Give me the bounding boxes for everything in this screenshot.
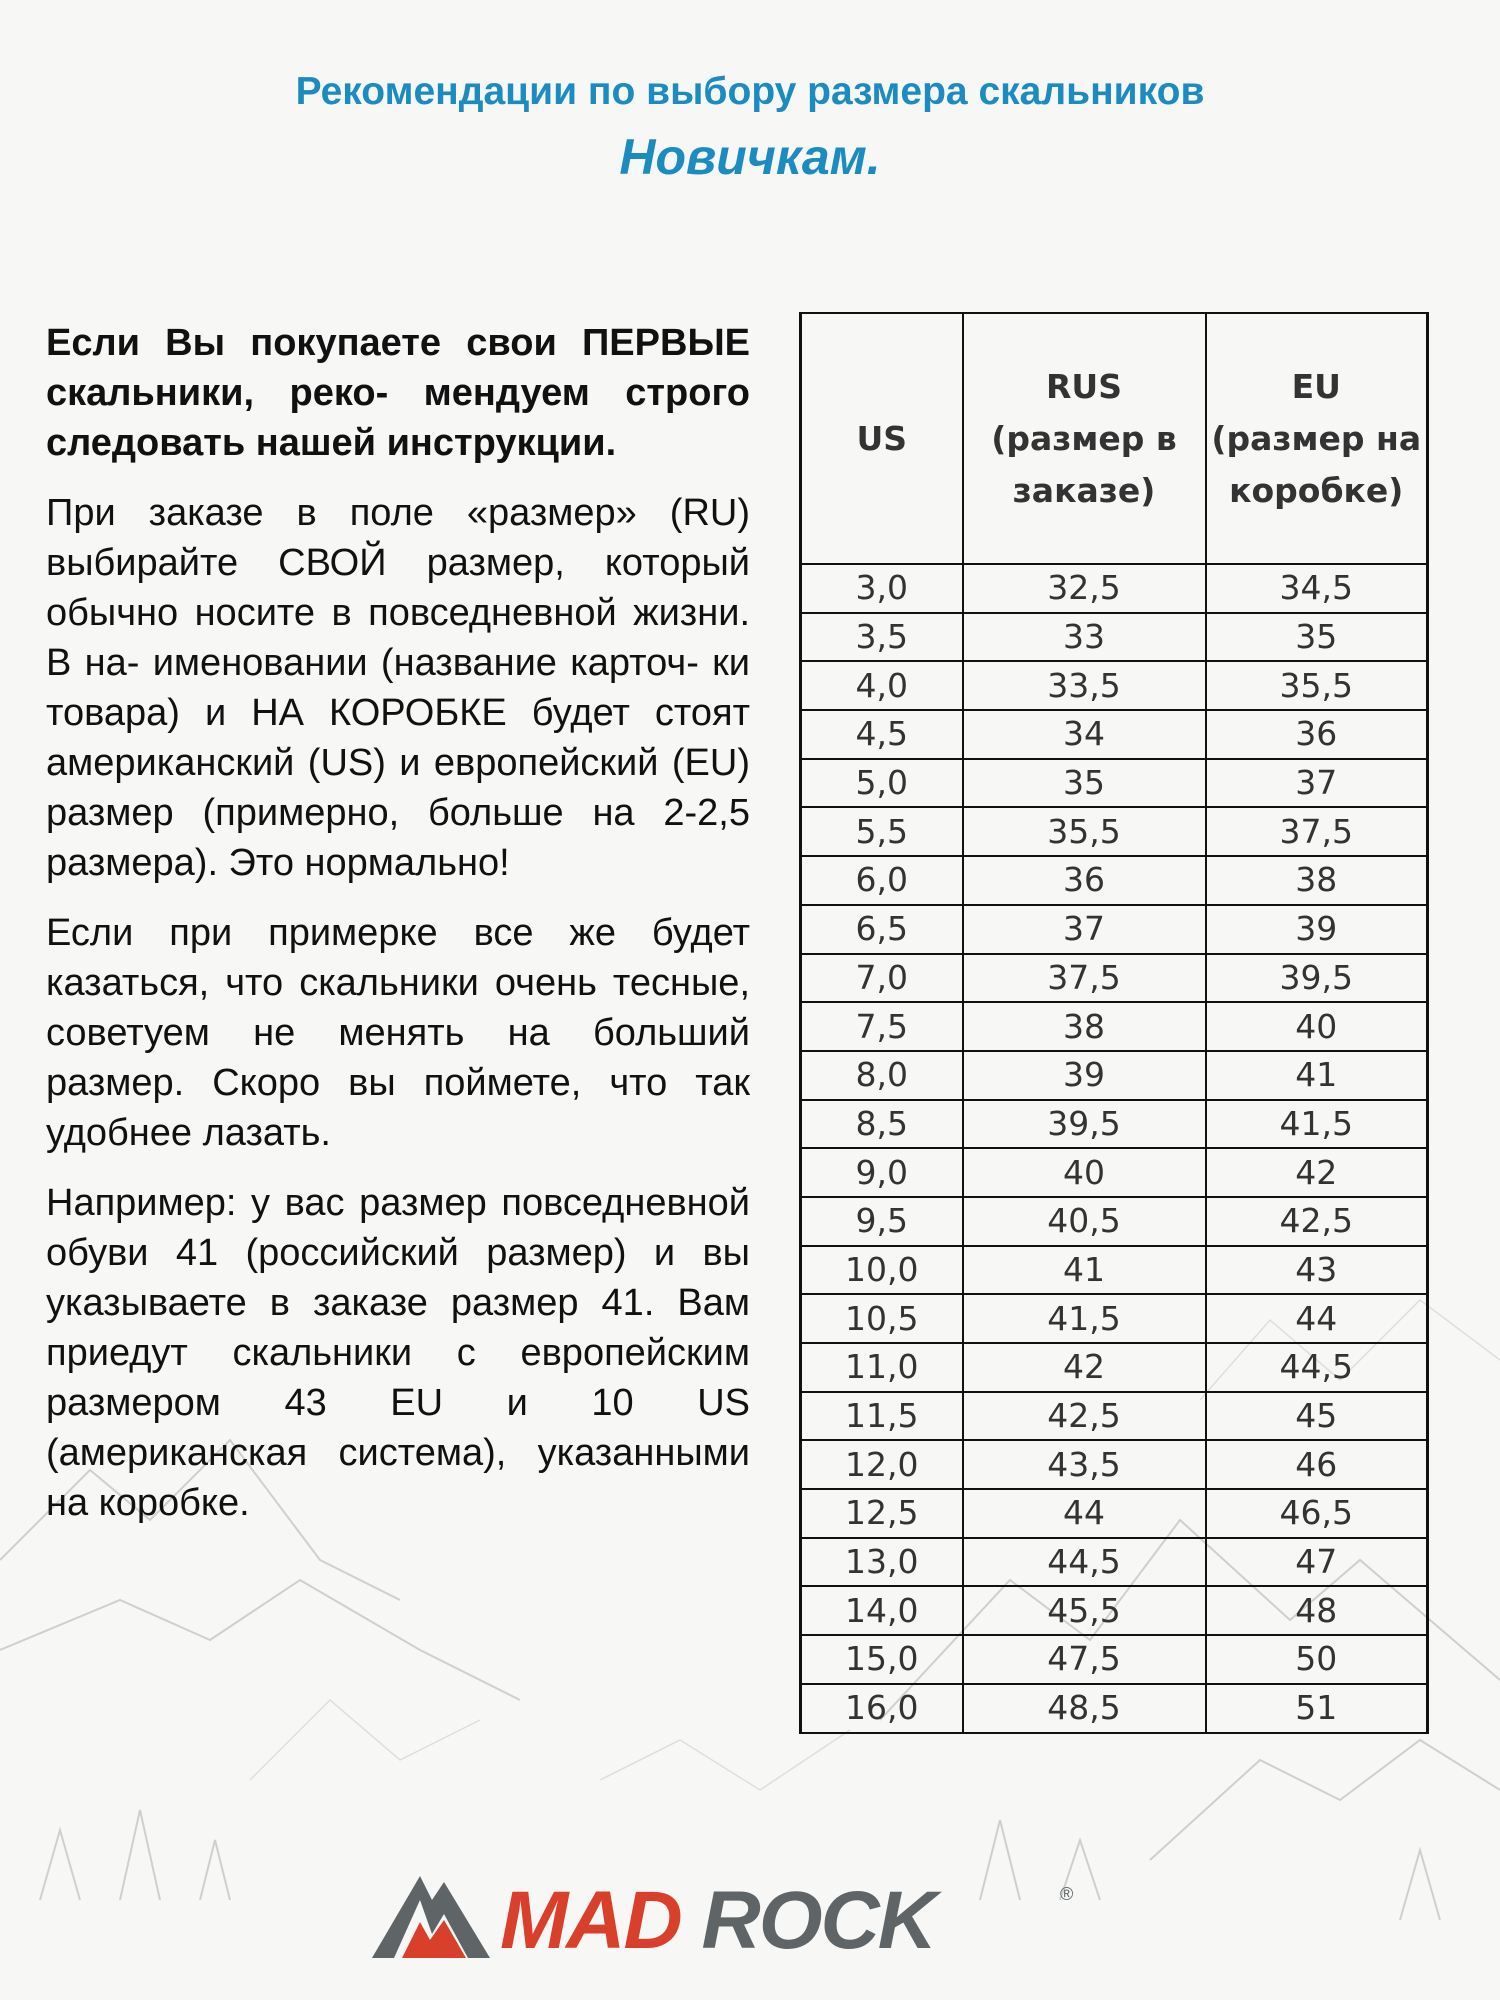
cell-eu: 47	[1206, 1538, 1428, 1587]
table-row	[801, 661, 1428, 710]
cell-eu: 44	[1206, 1294, 1428, 1343]
cell-rus: 45,5	[963, 1586, 1206, 1635]
cell-rus: 39,5	[963, 1100, 1206, 1149]
table-row	[801, 1051, 1428, 1100]
cell-us: 16,0	[801, 1684, 963, 1733]
cell-rus: 40	[963, 1148, 1206, 1197]
cell-rus: 34	[963, 710, 1206, 759]
cell-us: 10,0	[801, 1246, 963, 1295]
cell-eu: 48	[1206, 1586, 1428, 1635]
cell-eu: 43	[1206, 1246, 1428, 1295]
cell-rus: 41	[963, 1246, 1206, 1295]
cell-rus: 44,5	[963, 1538, 1206, 1587]
instructions-text	[46, 318, 750, 1548]
madrock-logo	[370, 1870, 1110, 1960]
cell-eu: 39,5	[1206, 954, 1428, 1003]
cell-us: 3,0	[801, 564, 963, 613]
page-subtitle: Новичкам.	[619, 129, 881, 185]
cell-rus: 41,5	[963, 1294, 1206, 1343]
intro-paragraph: Если Вы покупаете свои ПЕРВЫЕ скальники, реко- мендуем строго следовать нашей инструкции.	[46, 322, 750, 464]
cell-us: 4,5	[801, 710, 963, 759]
table-row	[801, 1148, 1428, 1197]
cell-eu: 51	[1206, 1684, 1428, 1733]
cell-eu: 37	[1206, 759, 1428, 808]
table-row	[801, 613, 1428, 662]
cell-eu: 45	[1206, 1392, 1428, 1441]
cell-eu: 38	[1206, 856, 1428, 905]
cell-rus: 33,5	[963, 661, 1206, 710]
table-row	[801, 564, 1428, 613]
table-row	[801, 1440, 1428, 1489]
table-row	[801, 1197, 1428, 1246]
header-us: US	[801, 313, 963, 564]
size-conversion-table	[799, 312, 1429, 1734]
cell-eu: 50	[1206, 1635, 1428, 1684]
cell-rus: 37,5	[963, 954, 1206, 1003]
cell-rus: 36	[963, 856, 1206, 905]
cell-eu: 35	[1206, 613, 1428, 662]
table-row	[801, 954, 1428, 1003]
cell-eu: 42,5	[1206, 1197, 1428, 1246]
cell-us: 7,5	[801, 1002, 963, 1051]
cell-us: 8,0	[801, 1051, 963, 1100]
cell-us: 4,0	[801, 661, 963, 710]
cell-rus: 39	[963, 1051, 1206, 1100]
table-row	[801, 1100, 1428, 1149]
cell-eu: 46	[1206, 1440, 1428, 1489]
cell-us: 8,5	[801, 1100, 963, 1149]
cell-eu: 44,5	[1206, 1343, 1428, 1392]
table-row	[801, 905, 1428, 954]
cell-eu: 37,5	[1206, 807, 1428, 856]
cell-eu: 36	[1206, 710, 1428, 759]
table-row	[801, 856, 1428, 905]
cell-eu: 35,5	[1206, 661, 1428, 710]
table-row	[801, 1343, 1428, 1392]
logo-brand-text: MAD ROCK	[500, 1875, 935, 1960]
table-row	[801, 759, 1428, 808]
cell-us: 15,0	[801, 1635, 963, 1684]
example-paragraph: Например: у вас размер повседневной обуви 41 (российский размер) и вы указываете в заказе размер 41. Вам приедут скальники с европейским размером 43 EU и 10 US (американская система), указанными на коробке.	[46, 1182, 750, 1524]
table-row	[801, 1246, 1428, 1295]
order-size-paragraph: При заказе в поле «размер» (RU) выбирайте СВОЙ размер, который обычно носите в повседневной жизни. В на- именовании (название карточ- ки товара) и НА КОРОБКЕ будет стоят американский (US) и европейский (EU) размер (примерно, больше на 2-2,5 размера). Это нормально!	[46, 492, 750, 884]
header-eu: EU (размер на коробке)	[1206, 313, 1428, 564]
cell-eu: 41,5	[1206, 1100, 1428, 1149]
cell-rus: 47,5	[963, 1635, 1206, 1684]
cell-eu: 41	[1206, 1051, 1428, 1100]
cell-eu: 42	[1206, 1148, 1428, 1197]
table-row	[801, 1684, 1428, 1733]
table-row	[801, 1586, 1428, 1635]
cell-rus: 44	[963, 1489, 1206, 1538]
cell-us: 3,5	[801, 613, 963, 662]
cell-rus: 37	[963, 905, 1206, 954]
cell-us: 9,0	[801, 1148, 963, 1197]
cell-us: 14,0	[801, 1586, 963, 1635]
cell-us: 11,0	[801, 1343, 963, 1392]
cell-rus: 32,5	[963, 564, 1206, 613]
cell-us: 5,5	[801, 807, 963, 856]
cell-eu: 40	[1206, 1002, 1428, 1051]
cell-us: 7,0	[801, 954, 963, 1003]
cell-us: 10,5	[801, 1294, 963, 1343]
table-row	[801, 1538, 1428, 1587]
cell-rus: 43,5	[963, 1440, 1206, 1489]
cell-eu: 34,5	[1206, 564, 1428, 613]
table-header-row	[801, 313, 1428, 564]
cell-rus: 42,5	[963, 1392, 1206, 1441]
cell-us: 12,0	[801, 1440, 963, 1489]
cell-us: 5,0	[801, 759, 963, 808]
cell-rus: 35,5	[963, 807, 1206, 856]
cell-us: 11,5	[801, 1392, 963, 1441]
table-row	[801, 1002, 1428, 1051]
cell-rus: 42	[963, 1343, 1206, 1392]
cell-rus: 33	[963, 613, 1206, 662]
cell-us: 6,5	[801, 905, 963, 954]
cell-us: 6,0	[801, 856, 963, 905]
cell-rus: 48,5	[963, 1684, 1206, 1733]
table-row	[801, 807, 1428, 856]
logo-registered-mark: ®	[1060, 1884, 1074, 1904]
cell-rus: 35	[963, 759, 1206, 808]
table-row	[801, 1294, 1428, 1343]
page-title: Рекомендации по выбору размера скальников	[295, 70, 1205, 113]
cell-rus: 40,5	[963, 1197, 1206, 1246]
cell-rus: 38	[963, 1002, 1206, 1051]
cell-us: 12,5	[801, 1489, 963, 1538]
header-rus: RUS (размер в заказе)	[963, 313, 1206, 564]
table-row	[801, 1635, 1428, 1684]
table-row	[801, 1392, 1428, 1441]
cell-eu: 39	[1206, 905, 1428, 954]
table-row	[801, 1489, 1428, 1538]
cell-eu: 46,5	[1206, 1489, 1428, 1538]
cell-us: 9,5	[801, 1197, 963, 1246]
tight-fit-paragraph: Если при примерке все же будет казаться, что скальники очень тесные, советуем не менять на больший размер. Скоро вы поймете, что так удобнее лазать.	[46, 912, 750, 1154]
cell-us: 13,0	[801, 1538, 963, 1587]
table-row	[801, 710, 1428, 759]
